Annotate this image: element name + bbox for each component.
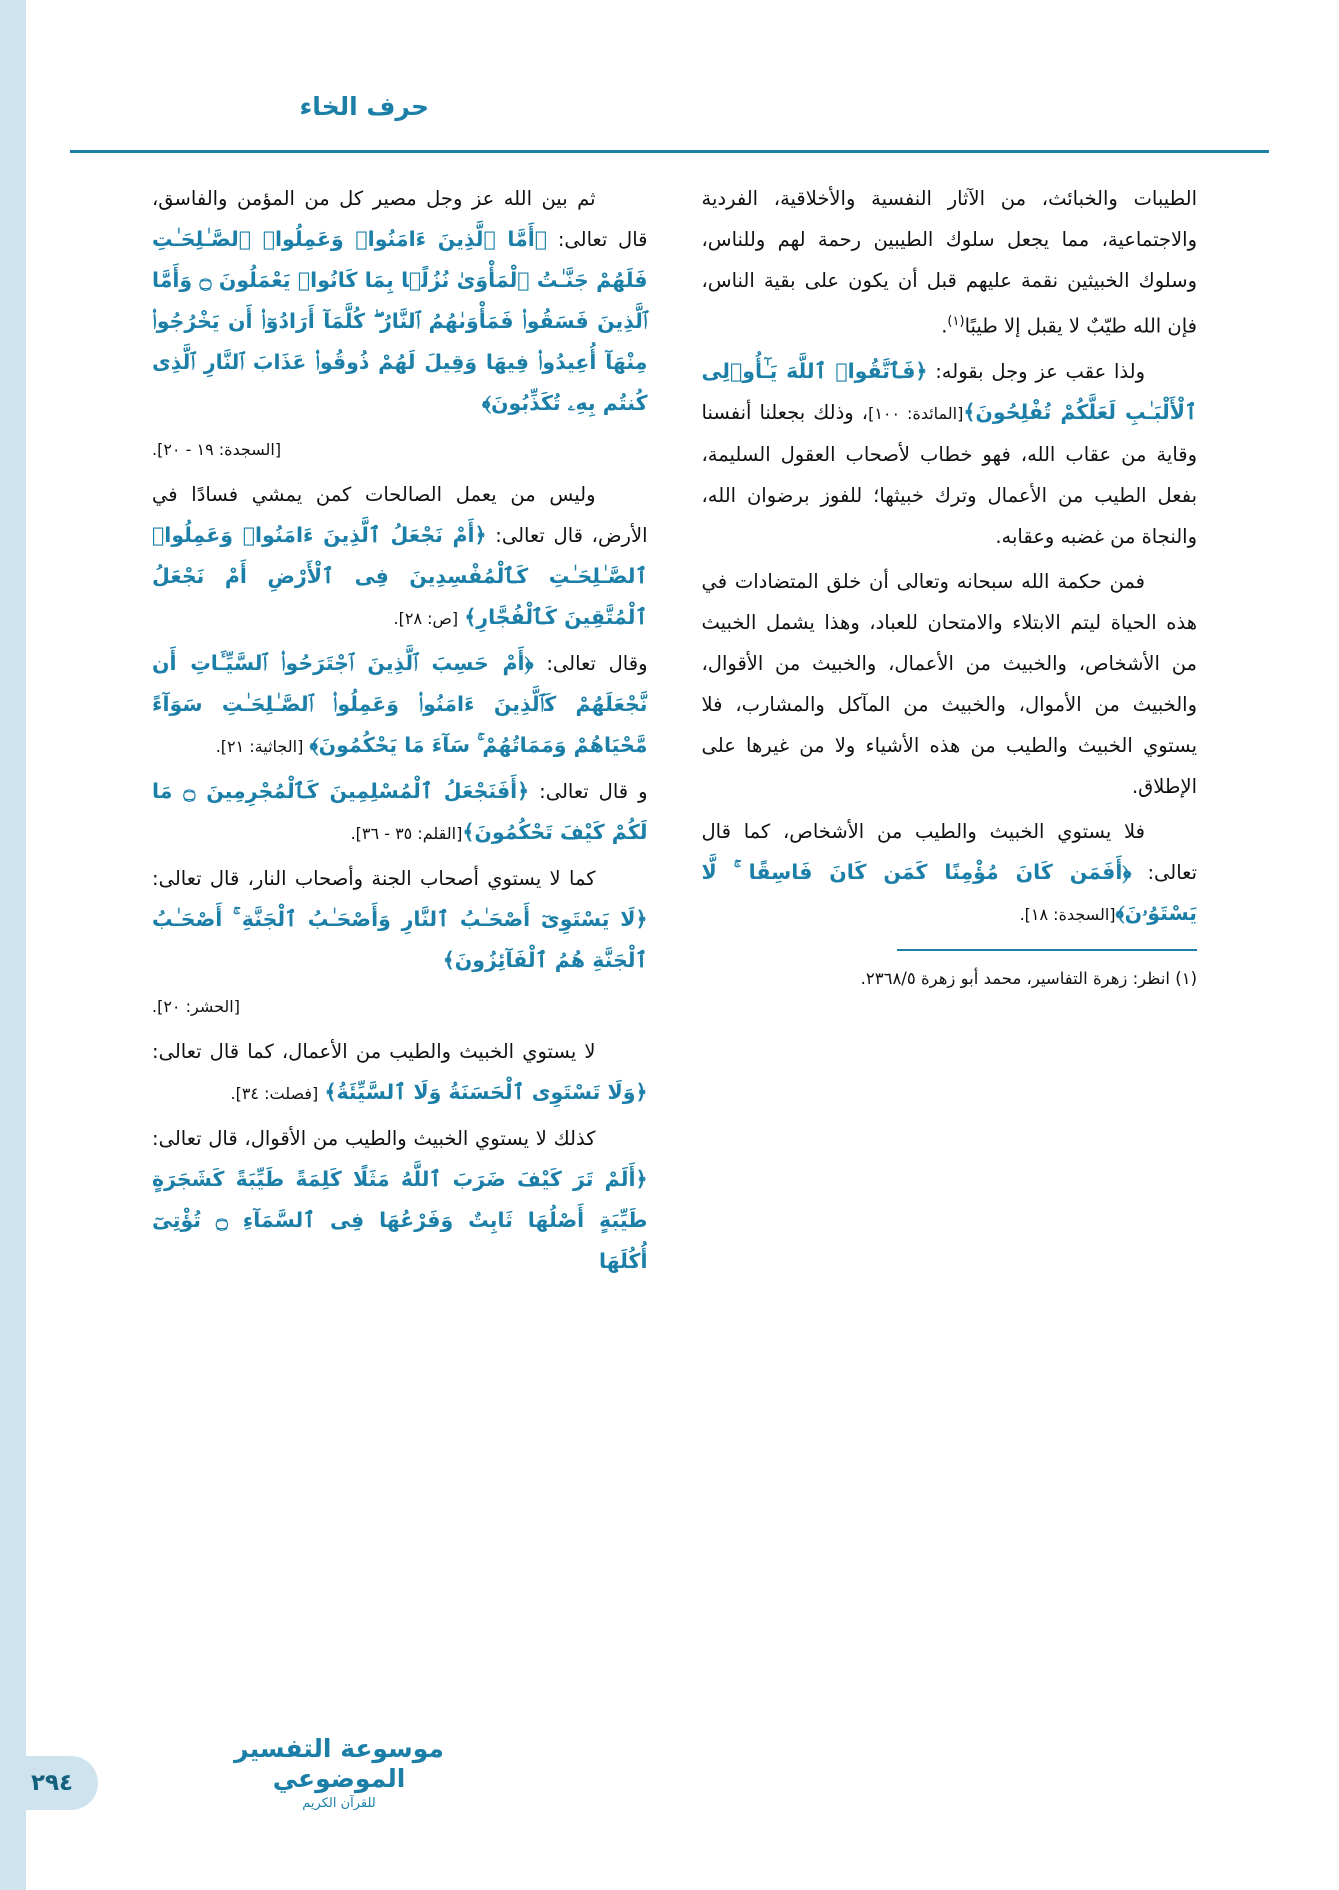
quran-verse: ﴿أَمَّا ٱلَّذِينَ ءَامَنُوا۟ وَعَمِلُوا۟ ٱلصَّـٰلِحَـٰتِ فَلَهُمْ جَنَّـٰتُ ٱلْمَأْوَىٰ نُزُلًۢا بِمَا كَانُوا۟ يَعْمَلُونَ ۝ وَأَمَّا ٱلَّذِينَ فَسَقُوا۟ فَمَأْوَىٰهُمُ ٱلنَّارُ ۖ كُلَّمَآ أَرَادُوٓا۟ أَن يَخْرُجُوا۟ مِنْهَآ أُعِيدُوا۟ فِيهَا وَقِيلَ لَهُمْ ذُوقُوا۟ عَذَابَ ٱلنَّارِ ٱلَّذِى كُنتُم بِهِۦ تُكَذِّبُونَ﴾: [152, 227, 648, 415]
paragraph-ibrahim-verse: [152, 1118, 648, 1282]
page-header: [70, 92, 1269, 162]
paragraph-wisdom: [702, 561, 1198, 807]
paragraph-sad-verse: [152, 474, 648, 639]
quran-verse: ﴿أَمْ نَجْعَلُ ٱلَّذِينَ ءَامَنُوا۟ وَعَمِلُوا۟ ٱلصَّـٰلِحَـٰتِ كَٱلْمُفْسِدِينَ فِى ٱلْأَرْضِ أَمْ نَجْعَلُ ٱلْمُتَّقِينَ كَٱلْفُجَّارِ﴾: [152, 523, 648, 629]
verse-reference: [ص: ٢٨].: [393, 609, 459, 628]
logo-subtitle: للقرآن الكريم: [302, 1796, 376, 1811]
paragraph-text: الطيبات والخبائث، من الآثار النفسية والأخلاقية، الفردية والاجتماعية، مما يجعل سلوك الطيبين رحمة لهم وللناس، وسلوك الخبيثين نقمة عليهم قبل أن يكون على بقية الناس، فإن الله طيّبٌ لا يقبل إلا طيبًا: [701, 187, 1197, 338]
paragraph-text: ، وذلك بجعلنا أنفسنا وقاية من عقاب الله، فهو خطاب لأصحاب العقول السليمة، بفعل الطيب من الأعمال وترك خبيثها؛ للفوز برضوان الله، والنجاة من غضبه وعقابه.: [701, 400, 1197, 548]
paragraph-lead: وليس من يعمل الصالحات كمن يمشي فسادًا في الأرض، قال تعالى:: [152, 483, 648, 547]
quran-verse: ﴿أَلَمْ تَرَ كَيْفَ ضَرَبَ ٱللَّهُ مَثَلًا كَلِمَةً طَيِّبَةً كَشَجَرَةٍ طَيِّبَةٍ أَصْلُهَا ثَابِتٌ وَفَرْعُهَا فِى ٱلسَّمَآءِ ۝ تُؤْتِىٓ أُكُلَهَا: [152, 1167, 648, 1273]
page-number: ٢٩٤: [30, 1770, 74, 1796]
paragraph-sajdah-verse: [152, 178, 648, 424]
left-text-column: [152, 178, 648, 1598]
two-column-body: [152, 178, 1197, 1598]
paragraph-tail: .: [941, 314, 948, 338]
page-header-title: حرف الخاء: [299, 92, 429, 121]
header-divider: [70, 150, 1269, 153]
paragraph-hashr-verse: [152, 858, 648, 981]
verse-reference: [السجدة: ١٩ - ٢٠].: [152, 440, 282, 459]
page-footer: [0, 1712, 1339, 1832]
verse-reference: [الجاثية: ٢١].: [215, 737, 304, 756]
logo-title: موسوعة التفسير الموضوعي: [234, 1734, 444, 1793]
paragraph-lead: فلا يستوي الخبيث والطيب من الأشخاص، كما قال تعالى:: [701, 819, 1197, 884]
paragraph-lead: وقال تعالى:: [546, 652, 648, 675]
paragraph-text: فمن حكمة الله سبحانه وتعالى أن خلق المتضادات في هذه الحياة ليتم الابتلاء والامتحان للعباد، وهذا يشمل الخبيث من الأشخاص، والخبيث من الأعمال، والخبيث من الأقوال، والخبيث من الأموال، والخبيث من المآكل والمشارب، فلا يستوي الخبيث والطيب من هذه الأشياء ولا من غيرها على الإطلاق.: [701, 569, 1197, 798]
publisher-logo: [219, 1734, 459, 1814]
footnote-marker: (١): [947, 314, 965, 329]
footnote-text: (١) انظر: زهرة التفاسير، محمد أبو زهرة ٢٣٦٨/٥.: [860, 968, 1197, 988]
verse-reference: [السجدة: ١٨].: [1019, 904, 1116, 924]
paragraph-lead: و قال تعالى:: [539, 780, 648, 803]
verse-reference-line: [152, 428, 648, 470]
paragraph-continued: [702, 178, 1198, 347]
paragraph-lead: ثم بين الله عز وجل مصير كل من المؤمن والفاسق، قال تعالى:: [152, 187, 648, 251]
paragraph-persons: [702, 811, 1198, 935]
quran-verse: ﴿فَٱتَّقُوا۟ ٱللَّهَ يَـٰٓأُو۟لِى ٱلْأَلْبَـٰبِ لَعَلَّكُمْ تُفْلِحُونَ﴾: [701, 358, 1198, 424]
paragraph-with-verse: [702, 351, 1198, 557]
page-number-badge: [6, 1756, 98, 1810]
paragraph-lead: ولذا عقب عز وجل بقوله:: [935, 359, 1146, 383]
footnote-separator: [897, 949, 1197, 951]
quran-verse: ﴿وَلَا تَسْتَوِى ٱلْحَسَنَةُ وَلَا ٱلسَّيِّئَةُ﴾: [324, 1080, 648, 1104]
quran-verse: ﴿أَفَنَجْعَلُ ٱلْمُسْلِمِينَ كَٱلْمُجْرِمِينَ ۝ مَا لَكُمْ كَيْفَ تَحْكُمُونَ﴾: [152, 779, 648, 844]
quran-verse: ﴿أَمْ حَسِبَ ٱلَّذِينَ ٱجْتَرَحُوا۟ ٱلسَّيِّـَٔاتِ أَن نَّجْعَلَهُمْ كَٱلَّذِينَ ءَامَنُوا۟ وَعَمِلُوا۟ ٱلصَّـٰلِحَـٰتِ سَوَآءً مَّحْيَاهُمْ وَمَمَاتُهُمْ ۚ سَآءَ مَا يَحْكُمُونَ﴾: [152, 651, 648, 757]
paragraph-jathiyah-verse: [152, 643, 648, 767]
paragraph-fussilat-verse: [152, 1031, 648, 1114]
paragraph-qalam-verse: [152, 771, 648, 854]
verse-reference: [الحشر: ٢٠].: [152, 997, 240, 1016]
paragraph-lead: كذلك لا يستوي الخبيث والطيب من الأقوال، قال تعالى:: [152, 1127, 596, 1150]
paragraph-lead: لا يستوي الخبيث والطيب من الأعمال، كما قال تعالى:: [152, 1040, 596, 1063]
quran-verse: ﴿أَفَمَن كَانَ مُؤْمِنًا كَمَن كَانَ فَاسِقًا ۚ لَّا يَسْتَوُۥنَ﴾: [701, 859, 1197, 925]
paragraph-lead: كما لا يستوي أصحاب الجنة وأصحاب النار، قال تعالى:: [152, 867, 596, 890]
right-text-column: [702, 178, 1198, 1598]
verse-reference: [القلم: ٣٥ - ٣٦].: [350, 824, 463, 843]
verse-reference-line: [152, 985, 648, 1027]
page-edge-accent-bar: [0, 0, 26, 1890]
verse-reference: [فصلت: ٣٤].: [230, 1084, 319, 1103]
quran-verse: ﴿لَا يَسْتَوِىٓ أَصْحَـٰبُ ٱلنَّارِ وَأَصْحَـٰبُ ٱلْجَنَّةِ ۚ أَصْحَـٰبُ ٱلْجَنَّةِ هُمُ ٱلْفَآئِزُونَ﴾: [152, 907, 648, 972]
verse-reference: [المائدة: ١٠٠]: [868, 403, 964, 423]
